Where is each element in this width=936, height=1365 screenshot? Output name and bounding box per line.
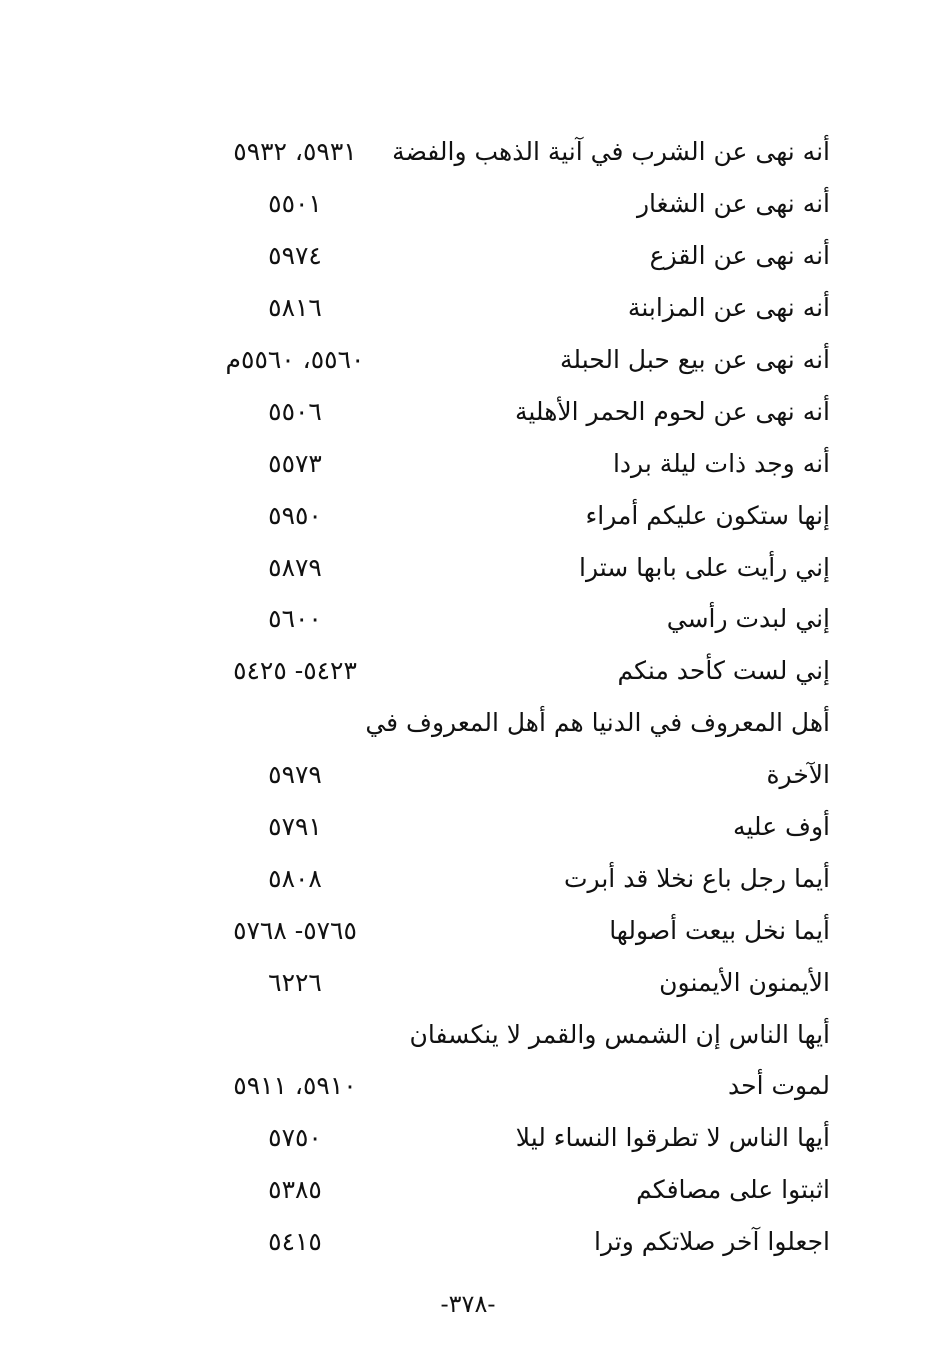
entry-text: الآخرة bbox=[766, 760, 830, 790]
entry-reference-number: ٥٧٩١ bbox=[268, 812, 322, 842]
entry-text: أنه نهى عن الشرب في آنية الذهب والفضة bbox=[392, 137, 830, 167]
entry-reference-number: ٥٥٦٠، ٥٥٦٠م bbox=[225, 345, 365, 374]
index-entry bbox=[150, 1008, 830, 1060]
entry-text: أهل المعروف في الدنيا هم أهل المعروف في bbox=[365, 708, 830, 738]
entry-text: أوف عليه bbox=[732, 812, 830, 842]
entry-reference-number: ٥٤٢٣- ٥٤٢٥ bbox=[233, 656, 357, 686]
index-entry bbox=[150, 956, 830, 1008]
index-entry bbox=[150, 541, 830, 593]
entry-text: أنه نهى عن الشغار bbox=[636, 189, 830, 219]
index-entry bbox=[150, 126, 830, 178]
entry-reference-number: ٥٤١٥ bbox=[268, 1227, 322, 1257]
entry-text: أنه نهى عن القزع bbox=[649, 241, 830, 271]
entry-reference-number: ٥٨٧٩ bbox=[268, 552, 322, 582]
entry-reference-number: ٥٧٥٠ bbox=[268, 1123, 322, 1153]
entry-reference-number: ٦٢٢٦ bbox=[268, 967, 322, 997]
index-entry bbox=[150, 1112, 830, 1164]
entry-reference-number: ٥٩٧٤ bbox=[268, 241, 322, 271]
entry-reference-number: ٥٥٠١ bbox=[268, 189, 322, 219]
entry-reference-number: ٥٩٥٠ bbox=[268, 500, 322, 530]
entry-text: لموت أحد bbox=[728, 1071, 830, 1101]
index-entry bbox=[150, 1216, 830, 1268]
index-entry bbox=[150, 489, 830, 541]
entry-text: أيها الناس إن الشمس والقمر لا ينكسفان bbox=[409, 1019, 830, 1049]
entry-reference-number: ٥٥٠٦ bbox=[268, 396, 322, 426]
entry-reference-number: ٥٩٣١، ٥٩٣٢ bbox=[233, 137, 357, 167]
entry-reference-number: ٥٨٠٨ bbox=[268, 863, 322, 893]
index-entry bbox=[150, 645, 830, 697]
entry-text: إني لست كأحد منكم bbox=[617, 656, 830, 686]
entry-text: اثبتوا على مصافكم bbox=[636, 1175, 830, 1205]
entry-text: أيما رجل باع نخلا قد أبرت bbox=[564, 863, 830, 893]
index-entry bbox=[150, 852, 830, 904]
entry-reference-number: ٥٨١٦ bbox=[268, 293, 322, 323]
index-entry bbox=[150, 697, 830, 749]
index-entry bbox=[150, 749, 830, 801]
index-entry bbox=[150, 282, 830, 334]
entry-text: أنه نهى عن المزابنة bbox=[627, 293, 830, 323]
entry-reference-number: ٥٣٨٥ bbox=[268, 1175, 322, 1205]
entry-text: إني رأيت على بابها سترا bbox=[579, 552, 830, 582]
entry-reference-number: ٥٩٧٩ bbox=[268, 760, 322, 790]
index-entry bbox=[150, 437, 830, 489]
entry-text: اجعلوا آخر صلاتكم وترا bbox=[594, 1227, 830, 1257]
index-entry bbox=[150, 904, 830, 956]
hadith-index-list bbox=[150, 126, 830, 1268]
index-entry bbox=[150, 385, 830, 437]
entry-text: أيما نخل بيعت أصولها bbox=[609, 915, 830, 945]
entry-text: إنها ستكون عليكم أمراء bbox=[585, 500, 830, 530]
entry-reference-number: ٥٥٧٣ bbox=[268, 448, 322, 478]
index-entry bbox=[150, 334, 830, 386]
entry-reference-number: ٥٩١٠، ٥٩١١ bbox=[233, 1071, 357, 1101]
page-number: -٣٧٨- bbox=[440, 1290, 496, 1318]
index-entry bbox=[150, 230, 830, 282]
entry-text: أنه نهى عن لحوم الحمر الأهلية bbox=[514, 396, 830, 426]
index-entry bbox=[150, 801, 830, 853]
index-entry bbox=[150, 178, 830, 230]
index-entry bbox=[150, 593, 830, 645]
entry-text: الأيمنون الأيمنون bbox=[659, 967, 830, 997]
entry-reference-number: ٥٧٦٥- ٥٧٦٨ bbox=[233, 915, 357, 945]
entry-reference-number: ٥٦٠٠ bbox=[268, 604, 322, 634]
entry-text: إني لبدت رأسي bbox=[666, 604, 830, 634]
entry-text: أنه وجد ذات ليلة بردا bbox=[612, 448, 830, 478]
index-entry bbox=[150, 1060, 830, 1112]
entry-text: أنه نهى عن بيع حبل الحبلة bbox=[560, 345, 830, 374]
entry-text: أيها الناس لا تطرقوا النساء ليلا bbox=[515, 1123, 830, 1153]
index-entry bbox=[150, 1164, 830, 1216]
